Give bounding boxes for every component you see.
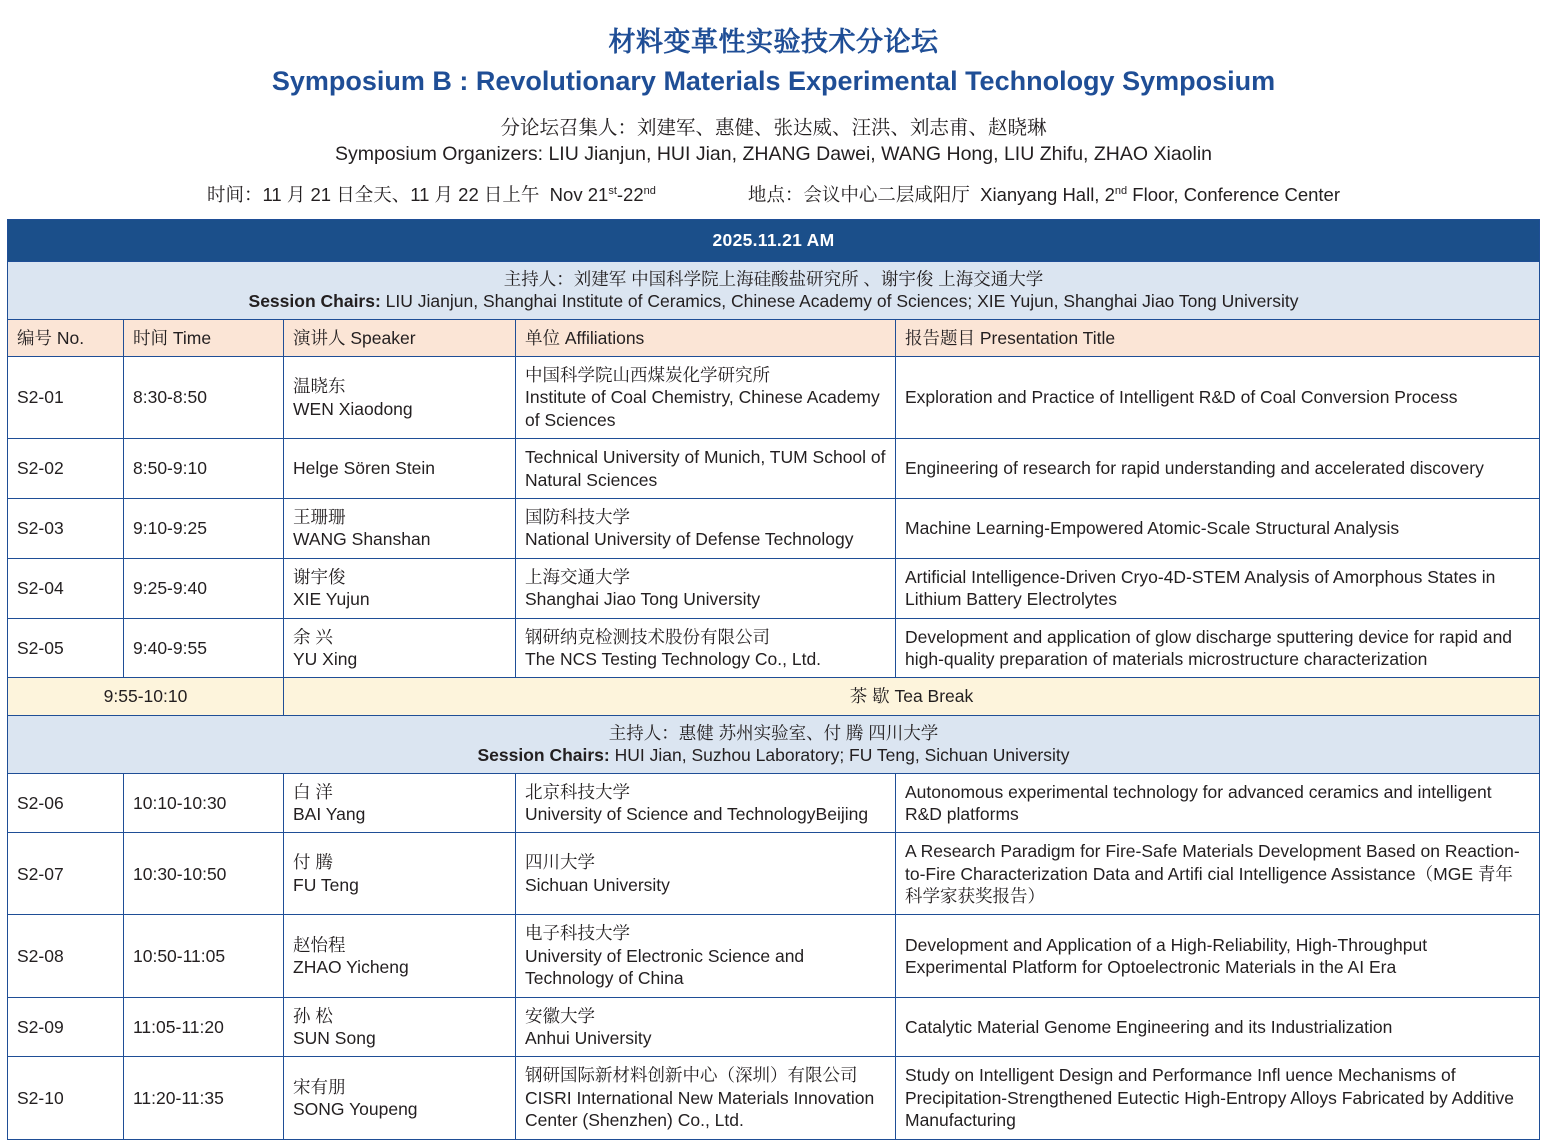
row-affiliation <box>516 997 896 1057</box>
table-row <box>8 618 1540 678</box>
row-time: 11:05-11:20 <box>124 997 284 1057</box>
affiliation-cn: 钢研国际新材料创新中心（深圳）有限公司 <box>525 1065 858 1086</box>
affiliation-en: Sichuan University <box>525 874 670 895</box>
speaker-cn: 孙 松 <box>293 1005 333 1026</box>
organizers-cn: 分论坛召集人：刘建军、惠健、张达威、汪洪、刘志甫、赵晓琳 <box>500 116 1047 139</box>
row-time: 9:40-9:55 <box>124 618 284 678</box>
speaker-cn: 白 洋 <box>293 781 333 802</box>
affiliation-en: University of Electronic Science and Technology of China <box>525 945 805 989</box>
row-time: 11:20-11:35 <box>124 1057 284 1139</box>
event-time-label: 时间：11 月 21 日全天、11 月 22 日上午 Nov 21 <box>207 184 609 206</box>
event-venue <box>748 181 1340 207</box>
affiliation-cn: 钢研纳克检测技术股份有限公司 <box>525 626 770 647</box>
speaker-en: ZHAO Yicheng <box>293 957 409 978</box>
table-row <box>8 915 1540 997</box>
row-time: 10:10-10:30 <box>124 773 284 833</box>
affiliation-en: Anhui University <box>525 1028 652 1049</box>
row-affiliation <box>516 915 896 997</box>
table-row <box>8 833 1540 915</box>
row-affiliation <box>516 1057 896 1139</box>
row-title: Development and application of glow discharge sputtering device for rapid and high-quality preparation of materials microstructure characterization <box>896 618 1540 678</box>
row-affiliation <box>516 439 896 499</box>
row-title: Catalytic Material Genome Engineering and its Industrialization <box>896 997 1540 1057</box>
row-speaker <box>284 558 516 618</box>
affiliation-cn: 上海交通大学 <box>525 566 630 587</box>
row-no: S2-09 <box>8 997 124 1057</box>
speaker-cn: 王珊珊 <box>293 506 346 527</box>
row-time: 8:50-9:10 <box>124 439 284 499</box>
session-chairs-2-cn: 主持人：惠健 苏州实验室、付 腾 四川大学 <box>608 722 939 743</box>
row-time: 9:10-9:25 <box>124 498 284 558</box>
row-affiliation <box>516 833 896 915</box>
session-band-row <box>8 220 1540 261</box>
affiliation-cn: 四川大学 <box>525 852 595 873</box>
speaker-cn: 温晓东 <box>293 376 346 397</box>
row-speaker <box>284 439 516 499</box>
session-chairs-2-en: HUI Jian, Suzhou Laboratory; FU Teng, Sichuan University <box>609 745 1070 766</box>
session-chairs-2 <box>8 715 1540 773</box>
speaker-cn: 宋有朋 <box>293 1076 346 1097</box>
row-no: S2-05 <box>8 618 124 678</box>
row-time: 8:30-8:50 <box>124 357 284 439</box>
column-header-no: 编号 No. <box>8 319 124 356</box>
row-title: Artificial Intelligence-Driven Cryo-4D-STEM Analysis of Amorphous States in Lithium Battery Electrolytes <box>896 558 1540 618</box>
table-row <box>8 773 1540 833</box>
speaker-en: YU Xing <box>293 648 358 669</box>
row-title: A Research Paradigm for Fire-Safe Materials Development Based on Reaction-to-Fire Characterization Data and Artifi cial Intelligence Assistance（MGE 青年科学家获奖报告） <box>896 833 1540 915</box>
row-affiliation <box>516 773 896 833</box>
event-venue-label: 地点：会议中心二层咸阳厅 Xianyang Hall, 2 <box>747 184 1115 206</box>
row-title: Exploration and Practice of Intelligent R&D of Coal Conversion Process <box>896 357 1540 439</box>
affiliation-en: The NCS Testing Technology Co., Ltd. <box>525 648 822 669</box>
row-time: 10:30-10:50 <box>124 833 284 915</box>
row-affiliation <box>516 498 896 558</box>
session-chairs-1-cn: 主持人：刘建军 中国科学院上海硅酸盐研究所 、谢宇俊 上海交通大学 <box>503 268 1044 289</box>
session-chairs-row-2 <box>8 715 1540 773</box>
speaker-cn: 谢宇俊 <box>293 566 346 587</box>
session-chairs-1-label: Session Chairs: <box>248 291 381 312</box>
column-header-affiliation: 单位 Affiliations <box>516 319 896 356</box>
affiliation-cn: 中国科学院山西煤炭化学研究所 <box>525 365 770 386</box>
row-no: S2-03 <box>8 498 124 558</box>
event-meta <box>0 181 1547 207</box>
event-venue-sup: nd <box>1114 185 1128 198</box>
session-chairs-row-1 <box>8 261 1540 319</box>
speaker-cn: 付 腾 <box>293 852 333 873</box>
speaker-en: WANG Shanshan <box>293 529 431 550</box>
column-header-speaker: 演讲人 Speaker <box>284 319 516 356</box>
row-affiliation <box>516 618 896 678</box>
table-row <box>8 357 1540 439</box>
column-header-row <box>8 319 1540 356</box>
row-speaker <box>284 498 516 558</box>
speaker-en: WEN Xiaodong <box>293 398 413 419</box>
column-header-time: 时间 Time <box>124 319 284 356</box>
affiliation-cn: 国防科技大学 <box>525 506 630 527</box>
page-header <box>0 0 1547 207</box>
row-title: Development and Application of a High-Reliability, High-Throughput Experimental Platform for Optoelectronic Materials in the AI Era <box>896 915 1540 997</box>
row-speaker <box>284 618 516 678</box>
row-no: S2-08 <box>8 915 124 997</box>
event-venue-tail: Floor, Conference Center <box>1127 184 1340 206</box>
row-no: S2-04 <box>8 558 124 618</box>
speaker-cn: 赵怡程 <box>293 934 346 955</box>
session-chairs-2-label: Session Chairs: <box>477 745 610 766</box>
column-header-title: 报告题目 Presentation Title <box>896 319 1540 356</box>
speaker-en: FU Teng <box>293 874 359 895</box>
row-no: S2-01 <box>8 357 124 439</box>
tea-break-time: 9:55-10:10 <box>8 678 284 715</box>
table-row <box>8 558 1540 618</box>
speaker-en: SONG Youpeng <box>293 1098 418 1119</box>
affiliation-en: Institute of Coal Chemistry, Chinese Academy of Sciences <box>525 387 880 430</box>
row-affiliation <box>516 357 896 439</box>
row-affiliation <box>516 558 896 618</box>
tea-break-row <box>8 678 1540 715</box>
table-row <box>8 997 1540 1057</box>
row-speaker <box>284 357 516 439</box>
affiliation-cn: 电子科技大学 <box>525 923 630 944</box>
event-time-sup2: nd <box>643 185 656 198</box>
affiliation-en: CISRI International New Materials Innovation Center (Shenzhen) Co., Ltd. <box>525 1087 875 1131</box>
row-title: Engineering of research for rapid understanding and accelerated discovery <box>896 439 1540 499</box>
speaker-en: SUN Song <box>293 1028 376 1049</box>
speaker-en: XIE Yujun <box>293 589 370 610</box>
affiliation-cn: 北京科技大学 <box>525 781 630 802</box>
row-no: S2-02 <box>8 439 124 499</box>
schedule-table <box>7 219 1540 1139</box>
affiliation-en: National University of Defense Technology <box>525 529 854 550</box>
row-speaker <box>284 833 516 915</box>
affiliation-cn: 安徽大学 <box>525 1005 595 1026</box>
session-date-band: 2025.11.21 AM <box>8 220 1540 261</box>
table-row <box>8 1057 1540 1139</box>
table-row <box>8 498 1540 558</box>
row-no: S2-06 <box>8 773 124 833</box>
event-time <box>207 181 656 207</box>
row-speaker <box>284 1057 516 1139</box>
affiliation-en: Technical University of Munich, TUM School of Natural Sciences <box>525 447 886 490</box>
event-time-mid: -22 <box>616 184 644 206</box>
row-time: 10:50-11:05 <box>124 915 284 997</box>
affiliation-en: Shanghai Jiao Tong University <box>525 589 761 610</box>
session-chairs-1-en: LIU Jianjun, Shanghai Institute of Ceramics, Chinese Academy of Sciences; XIE Yujun, Shanghai Jiao Tong University <box>380 291 1299 312</box>
row-title: Study on Intelligent Design and Performance Infl uence Mechanisms of Precipitation-Strengthened Eutectic High-Entropy Alloys Fabricated by Additive Manufacturing <box>896 1057 1540 1139</box>
tea-break-label: 茶 歇 Tea Break <box>284 678 1540 715</box>
speaker-en: Helge Sören Stein <box>293 458 436 479</box>
row-title: Machine Learning-Empowered Atomic-Scale Structural Analysis <box>896 498 1540 558</box>
row-speaker <box>284 773 516 833</box>
row-title: Autonomous experimental technology for advanced ceramics and intelligent R&D platforms <box>896 773 1540 833</box>
speaker-cn: 余 兴 <box>293 626 333 647</box>
row-speaker <box>284 915 516 997</box>
event-time-sup1: st <box>608 185 617 198</box>
page-title-en: Symposium B : Revolutionary Materials Experimental Technology Symposium <box>271 65 1276 96</box>
speaker-en: BAI Yang <box>293 803 366 824</box>
row-no: S2-10 <box>8 1057 124 1139</box>
table-row <box>8 439 1540 499</box>
affiliation-en: University of Science and TechnologyBeijing <box>525 803 869 824</box>
row-speaker <box>284 997 516 1057</box>
session-chairs-1 <box>8 261 1540 319</box>
page-title-cn: 材料变革性实验技术分论坛 <box>608 27 939 57</box>
row-no: S2-07 <box>8 833 124 915</box>
row-time: 9:25-9:40 <box>124 558 284 618</box>
organizers-en: Symposium Organizers: LIU Jianjun, HUI Jian, ZHANG Dawei, WANG Hong, LIU Zhifu, ZHAO Xiaolin <box>334 143 1213 166</box>
